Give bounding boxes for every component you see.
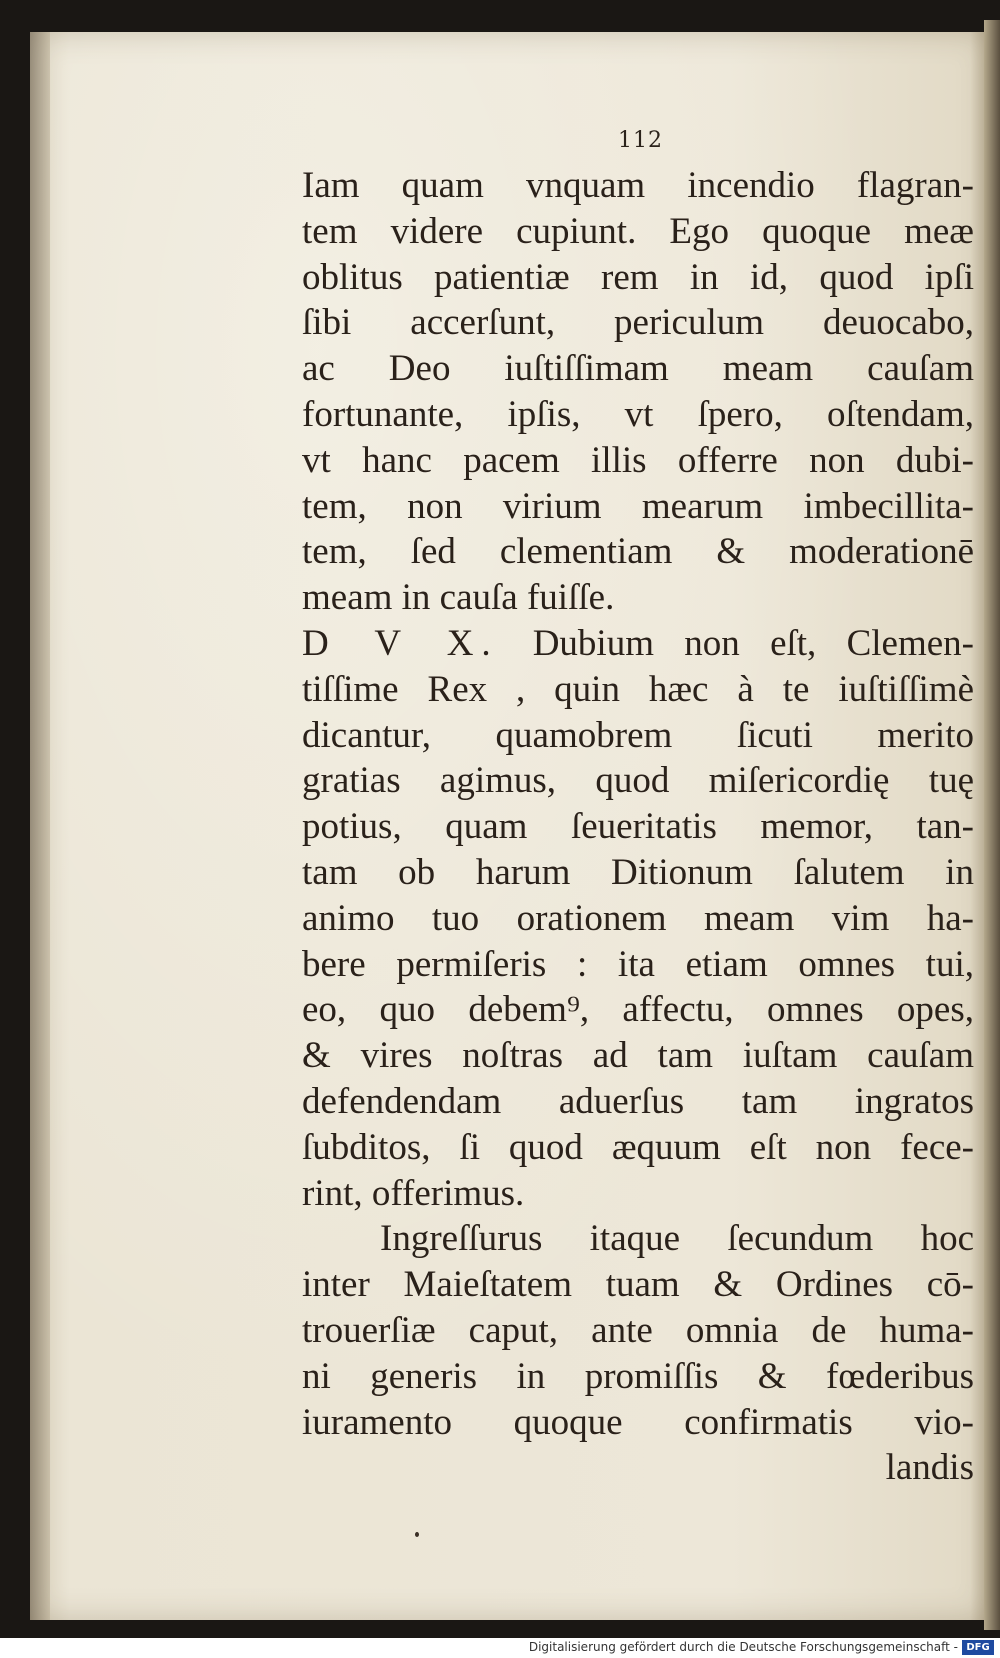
catchword: landis <box>885 1447 974 1489</box>
text-line: potius, quam ſeueritatis memor, tan- <box>302 806 974 848</box>
speaker-label: D V X. <box>302 622 499 664</box>
text-line: meam in cauſa fuiſſe. <box>302 577 615 619</box>
text-line: defendendam aduerſus tam ingratos <box>302 1080 974 1122</box>
text-line: iuramento quoque confirmatis vio- <box>302 1401 974 1443</box>
text-line: dicantur, quamobrem ſicuti merito <box>302 714 974 756</box>
text-line: rint, offerimus. <box>302 1172 525 1214</box>
text-line: animo tuo orationem meam vim ha- <box>302 897 974 939</box>
page-edge <box>984 20 1000 1630</box>
text-line: tiſſime Rex , quin hæc à te iuſtiſſimè <box>302 668 974 710</box>
page-number: 112 <box>618 128 663 153</box>
text-line: ac Deo iuſtiſſimam meam cauſam <box>302 348 974 390</box>
text-line: ſibi accerſunt, periculum deuocabo, <box>302 302 974 344</box>
text-line: gratias agimus, quod miſericordię tuę <box>302 760 974 802</box>
text-line: ſubditos, ſi quod æquum eſt non fece- <box>302 1126 974 1168</box>
text-line: trouerſiæ caput, ante omnia de huma- <box>302 1309 974 1351</box>
text-line: tem videre cupiunt. Ego quoque meæ <box>302 210 974 252</box>
paragraph-first-line: Ingreſſurus itaque ſecundum hoc <box>380 1218 974 1260</box>
text-line: tam ob harum Ditionum ſalutem in <box>302 851 974 893</box>
text-line: fortunante, ipſis, vt ſpero, oſtendam, <box>302 393 974 435</box>
text-line: inter Maieſtatem tuam & Ordines cō- <box>302 1264 974 1306</box>
text-line: tem, ſed clementiam & moderationē <box>302 531 974 573</box>
dfg-logo: DFG <box>962 1640 994 1655</box>
digitization-credit: Digitalisierung gefördert durch die Deutsche Forschungsgemeinschaft - <box>528 1640 958 1654</box>
speech-text: Dubium non eſt, Clemen- <box>532 622 974 664</box>
text-line: oblitus patientiæ rem in id, quod ipſi <box>302 256 974 298</box>
page-gutter <box>30 32 50 1620</box>
page-text <box>302 163 974 1491</box>
footer-bar <box>0 1638 1000 1658</box>
text-line: eo, quo debem⁹, affectu, omnes opes, <box>302 989 974 1031</box>
text-line: Iam quam vnquam incendio flagran- <box>302 165 974 206</box>
speech-first-line <box>302 621 974 667</box>
text-line: tem, non virium mearum imbecillita- <box>302 485 974 527</box>
text-line: vt hanc pacem illis offerre non dubi- <box>302 439 974 481</box>
text-line: ni generis in promiſſis & fœderibus <box>302 1355 974 1397</box>
text-line: bere permiſeris : ita etiam omnes tui, <box>302 943 974 985</box>
text-line: & vires noſtras ad tam iuſtam cauſam <box>302 1035 974 1077</box>
ink-speck <box>415 1532 419 1537</box>
